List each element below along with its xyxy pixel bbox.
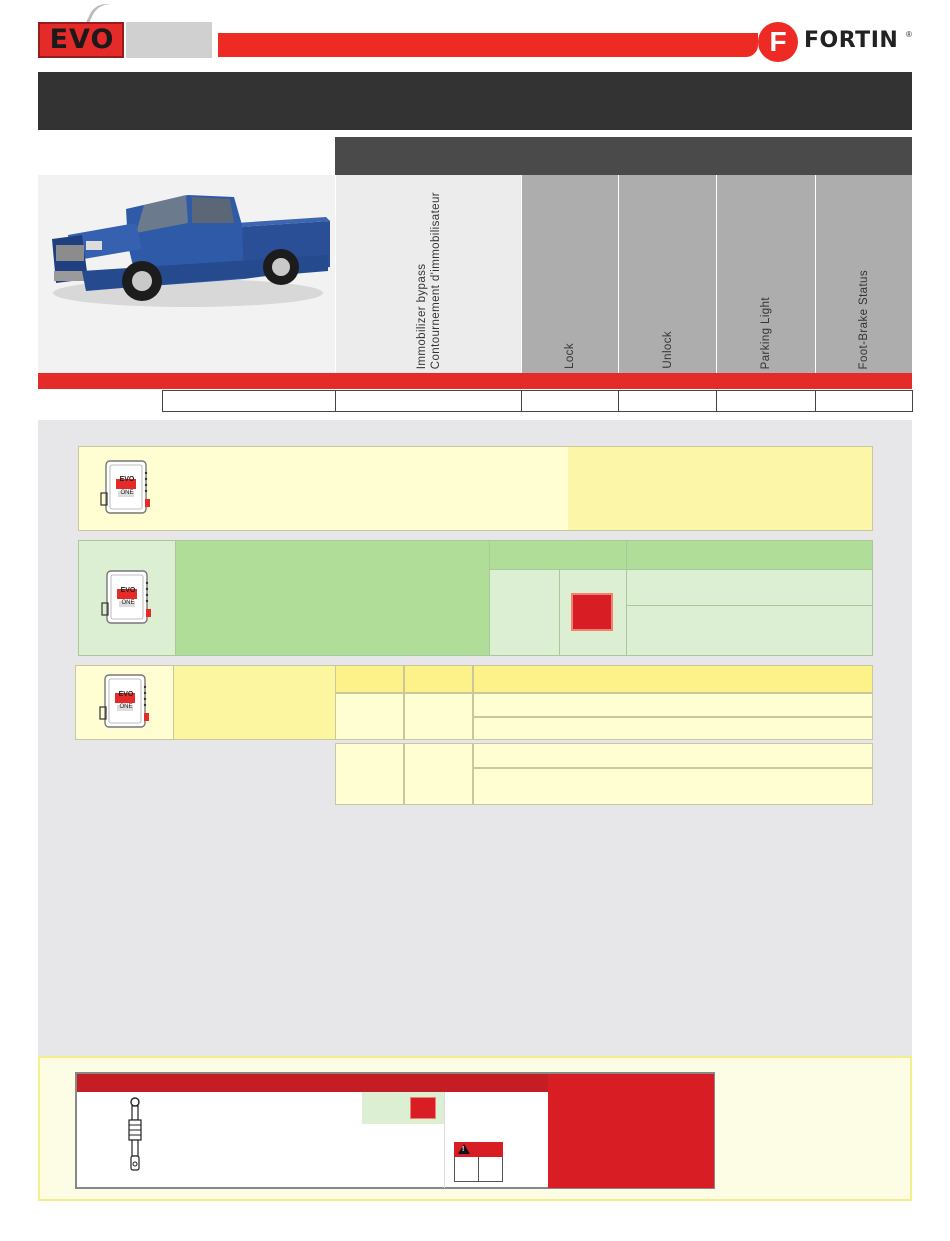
connection-panel-2-header-b: [626, 541, 872, 569]
hood-pin-switch-icon: [122, 1097, 148, 1173]
column-label-unlock: Unlock: [661, 331, 674, 369]
column-label-immobilizer: [415, 192, 443, 369]
connection-panel-2-row: [626, 605, 872, 655]
connection-panel-3-cell: [404, 693, 473, 740]
connection-panel-3-cell: [335, 693, 404, 740]
module-model-label: ONE: [119, 704, 133, 710]
vehicle-red-divider: [38, 373, 912, 389]
evo-one-module-icon: [98, 459, 154, 515]
column-foot-brake: [815, 175, 912, 373]
features-header-bar: [335, 137, 912, 175]
warning-mark: !: [462, 1146, 465, 1153]
evo-logo-text: EVO: [49, 24, 115, 55]
hood-pin-divider: [444, 1092, 445, 1188]
evo-logo-grey-panel: [126, 22, 212, 58]
module-brand-label: EVO: [119, 476, 135, 483]
column-label-line1: Immobilizer bypass: [415, 263, 428, 369]
hood-pin-header: [77, 1074, 548, 1092]
evo-one-module-icon: [97, 673, 153, 729]
connection-panel-3-row: [473, 693, 873, 717]
connection-panel-1-notes: [568, 447, 872, 530]
data-cell-divider: [716, 390, 717, 412]
column-label-line2: Contournement d'immobilisateur: [429, 191, 442, 369]
column-immobilizer: [335, 175, 521, 373]
connection-panel-3-header: [473, 665, 873, 693]
header-red-bar: [218, 33, 758, 57]
column-label-lock: Lock: [564, 343, 576, 369]
pickup-truck-image: [38, 175, 335, 373]
vehicle-data-row: [162, 390, 913, 412]
connection-panel-3-row: [473, 717, 873, 740]
hood-pin-cell: [362, 1092, 404, 1124]
module-model-label: ONE: [120, 490, 134, 496]
evo-one-module-icon: [99, 569, 155, 625]
column-lock: [521, 175, 618, 373]
data-cell-divider: [618, 390, 619, 412]
connection-panel-3-title: [174, 665, 335, 740]
fortin-logo-text: FORTIN: [804, 28, 899, 53]
connection-panel-3-header: [335, 665, 404, 693]
title-bar: [38, 72, 912, 130]
column-label-foot-brake: Foot-Brake Status: [858, 269, 870, 369]
data-cell-divider: [521, 390, 522, 412]
hood-pin-notes: [548, 1074, 714, 1188]
warning-box-divider: [478, 1157, 479, 1182]
module-brand-label: EVO: [118, 691, 134, 698]
connection-panel-3-cell: [335, 743, 404, 805]
module-model-label: ONE: [121, 600, 135, 606]
column-unlock: [618, 175, 716, 373]
connection-panel-2-row: [626, 569, 872, 605]
connection-panel-2-header-a: [489, 541, 626, 569]
vehicle-image-panel: [38, 175, 335, 373]
column-label-parking-light: Parking Light: [760, 296, 772, 369]
fortin-logo-icon: F: [758, 22, 798, 62]
module-brand-label: EVO: [120, 587, 136, 594]
connection-panel-3-row: [473, 743, 873, 768]
registered-mark: ®: [906, 30, 912, 39]
wire-color-swatch: [571, 593, 613, 631]
column-parking-light: [716, 175, 815, 373]
data-cell-divider: [815, 390, 816, 412]
data-cell-divider: [335, 390, 336, 412]
wire-color-swatch: [410, 1097, 436, 1119]
connection-panel-2-cell: [489, 569, 559, 655]
connection-panel-2-title: [176, 541, 489, 655]
connection-panel-3-header: [404, 665, 473, 693]
connection-panel-3-cell: [404, 743, 473, 805]
connection-panel-3-row: [473, 768, 873, 805]
